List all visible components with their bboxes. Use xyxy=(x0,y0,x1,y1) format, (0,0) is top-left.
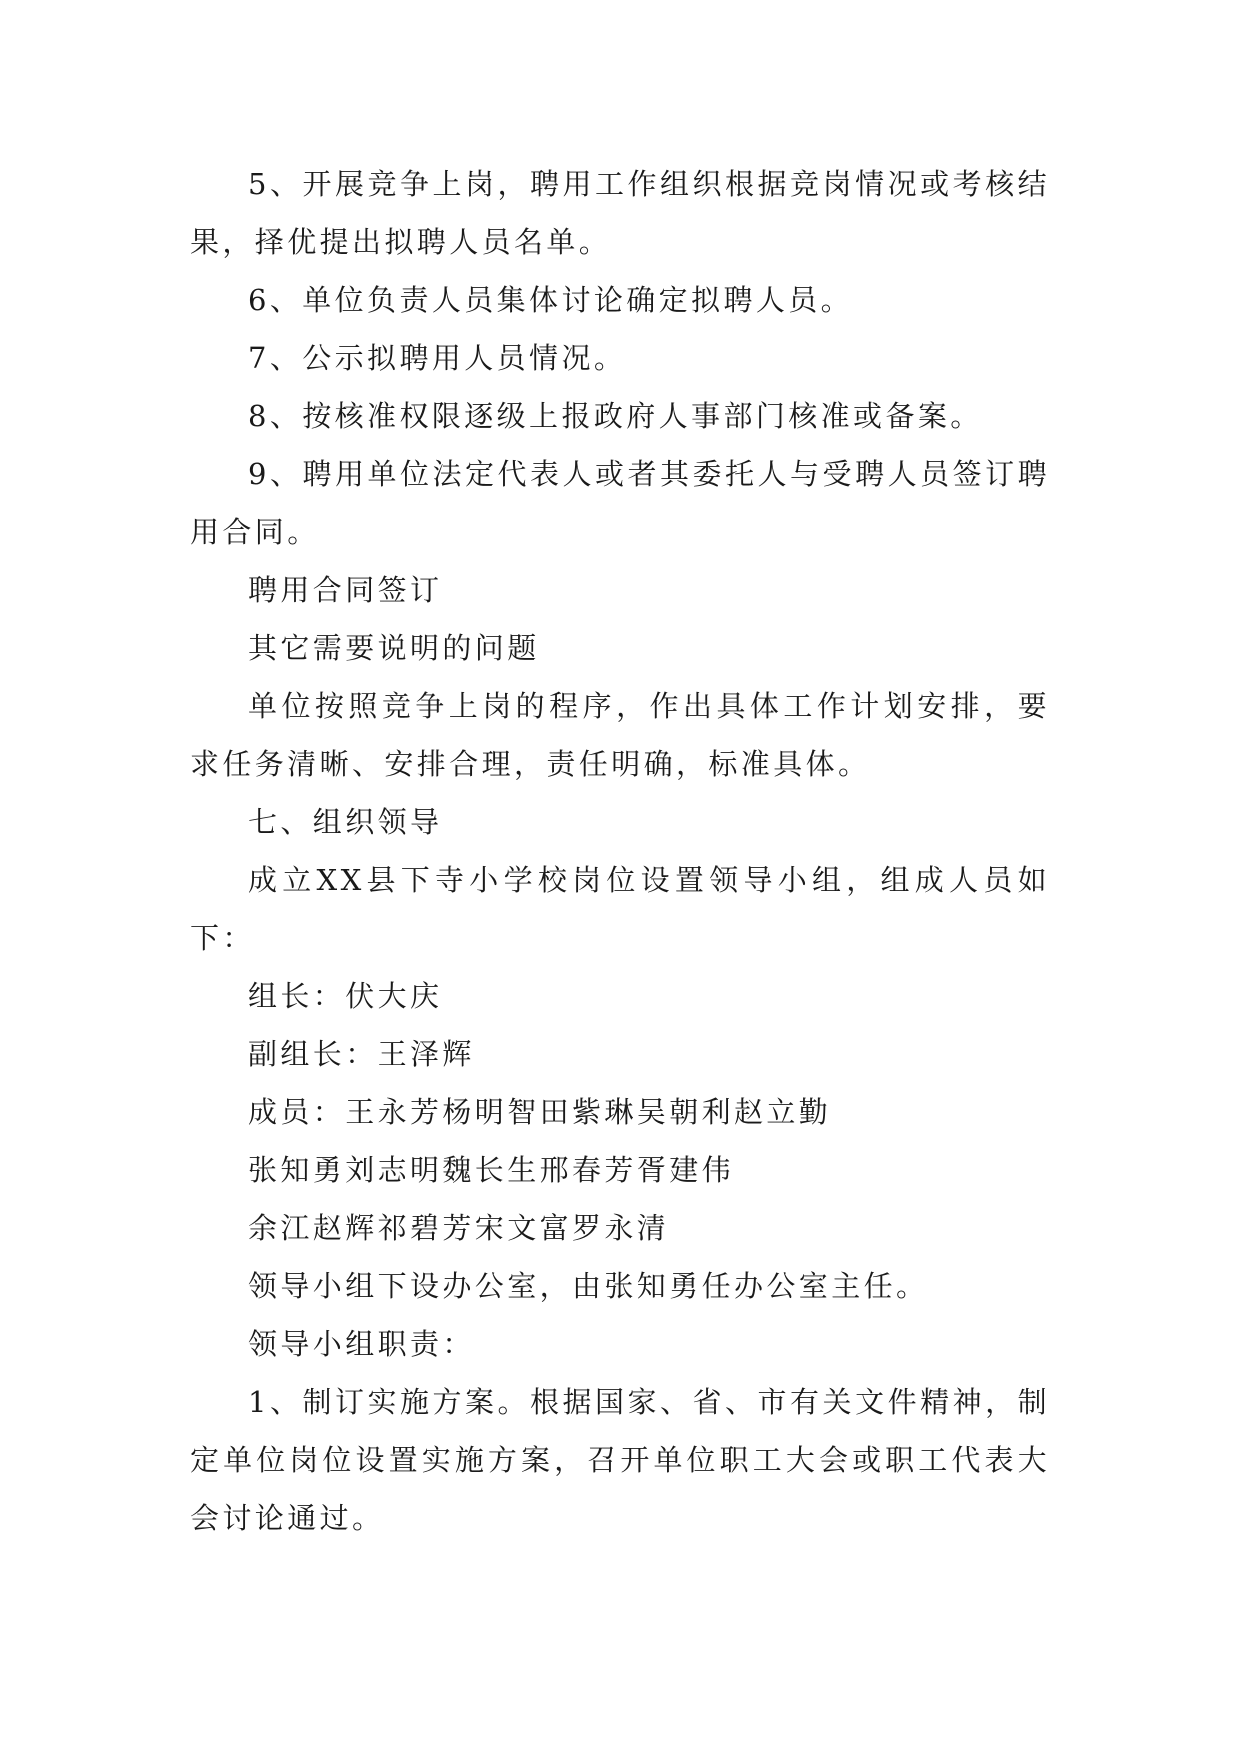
paragraph-work-plan: 单位按照竞争上岗的程序，作出具体工作计划安排，要求任务清晰、安排合理，责任明确，标准具体。 xyxy=(190,689,1050,781)
paragraph-duty-1: 1、制订实施方案。根据国家、省、市有关文件精神，制定单位岗位设置实施方案，召开单位职工大会或职工代表大会讨论通过。 xyxy=(190,1385,1050,1535)
paragraph-step-6: 6、单位负责人员集体讨论确定拟聘人员。 xyxy=(248,283,854,317)
paragraph-members-3: 余江赵辉祁碧芳宋文富罗永清 xyxy=(248,1211,670,1245)
section-heading-leadership: 七、组织领导 xyxy=(248,805,443,839)
paragraph-step-7: 7、公示拟聘用人员情况。 xyxy=(248,341,627,375)
paragraph-group-leader: 组长：伏大庆 xyxy=(248,979,443,1013)
paragraph-step-9: 9、聘用单位法定代表人或者其委托人与受聘人员签订聘用合同。 xyxy=(190,457,1050,549)
paragraph-members-1: 成员：王永芳杨明智田紫琳吴朝利赵立勤 xyxy=(248,1095,832,1129)
paragraph-contract-signing: 聘用合同签订 xyxy=(248,573,443,607)
paragraph-office: 领导小组下设办公室，由张知勇任办公室主任。 xyxy=(248,1269,929,1303)
paragraph-step-8: 8、按核准权限逐级上报政府人事部门核准或备案。 xyxy=(248,399,983,433)
paragraph-duties-heading: 领导小组职责： xyxy=(248,1327,475,1361)
paragraph-members-2: 张知勇刘志明魏长生邢春芳胥建伟 xyxy=(248,1153,735,1187)
paragraph-other-issues: 其它需要说明的问题 xyxy=(248,631,540,665)
paragraph-leadership-group: 成立XX县下寺小学校岗位设置领导小组，组成人员如下： xyxy=(190,863,1050,955)
paragraph-deputy-leader: 副组长：王泽辉 xyxy=(248,1037,475,1071)
document-page xyxy=(190,155,1050,1547)
paragraph-step-5: 5、开展竞争上岗，聘用工作组织根据竞岗情况或考核结果，择优提出拟聘人员名单。 xyxy=(190,167,1050,259)
